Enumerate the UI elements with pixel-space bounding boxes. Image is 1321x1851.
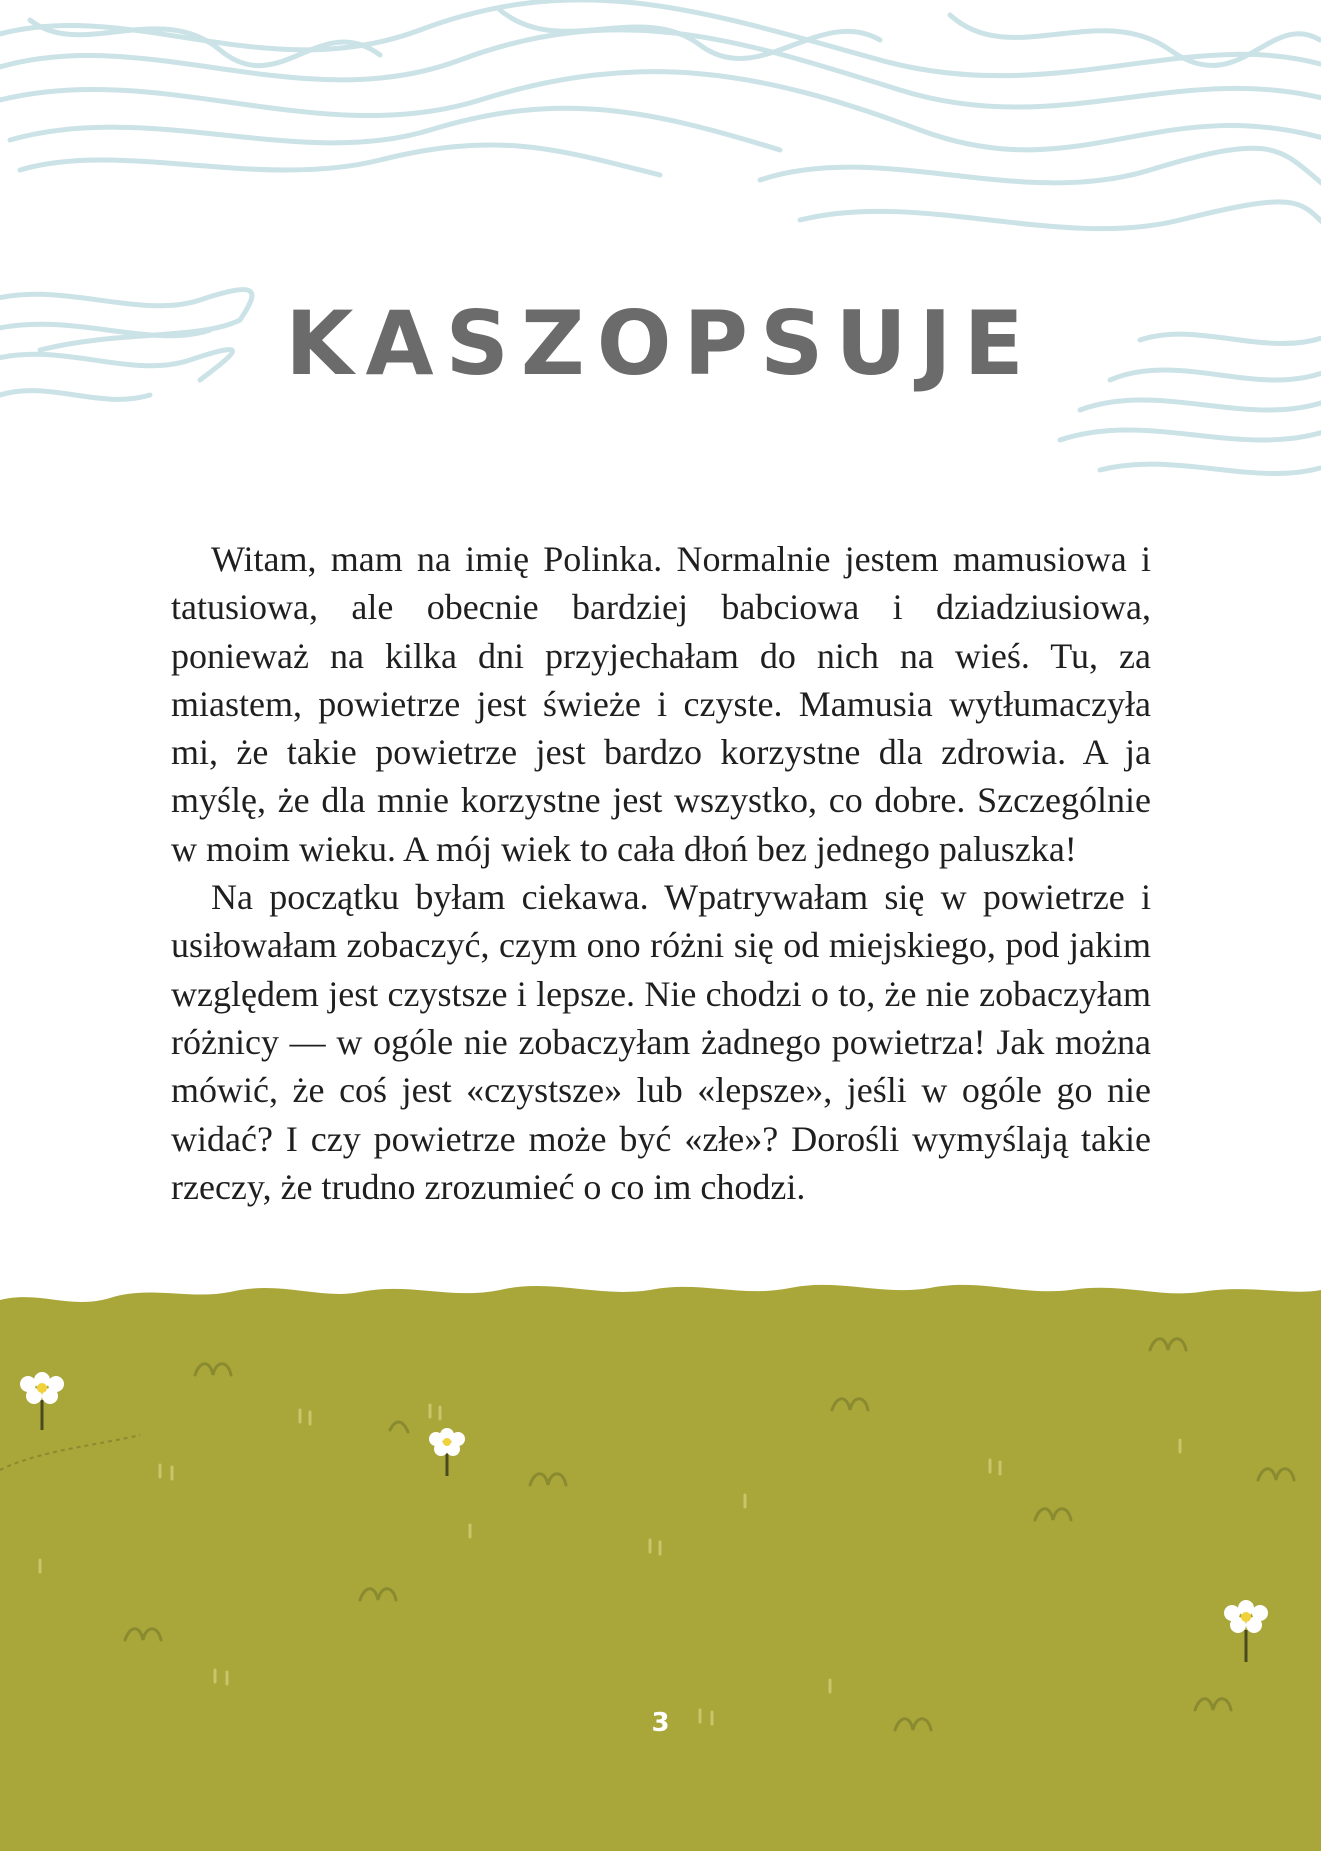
paragraph: Witam, mam na imię Polinka. Normalnie jestem mamusiowa i tatusiowa, ale obecnie bardziej babciowa i dziadziusiowa, ponieważ na kilka dni przyjechałam do nich na wieś. Tu, za miastem, powietrze jest świeże i czyste. Mamusia wytłumaczyła mi, że takie powietrze jest bardzo korzystne dla zdrowia. A ja myślę, że dla mnie korzystne jest wszystko, co dobre. Szczególnie w moim wieku. A mój wiek to cała dłoń bez jednego paluszka! — [171, 539, 1151, 869]
page-number: 3 — [651, 1708, 670, 1738]
story-text — [171, 535, 1151, 1211]
page-title: KASZOPSUJE — [285, 292, 1036, 395]
paragraph: Na początku byłam ciekawa. Wpatrywałam się w powietrze i usiłowałam zobaczyć, czym ono różni się od miejskiego, pod jakim względem jest czystsze i lepsze. Nie chodzi o to, że nie zobaczyłam różnicy — w ogóle nie zobaczyłam żadnego powietrza! Jak można mówić, że coś jest «czystsze» lub «lepsze», jeśli w ogóle go nie widać? I czy powietrze może być «złe»? Dorośli wymyślają takie rzeczy, że trudno zrozumieć o co im chodzi. — [171, 877, 1151, 1207]
meadow-illustration — [0, 1270, 1321, 1851]
cloud-scribble-illustration — [0, 0, 1321, 520]
